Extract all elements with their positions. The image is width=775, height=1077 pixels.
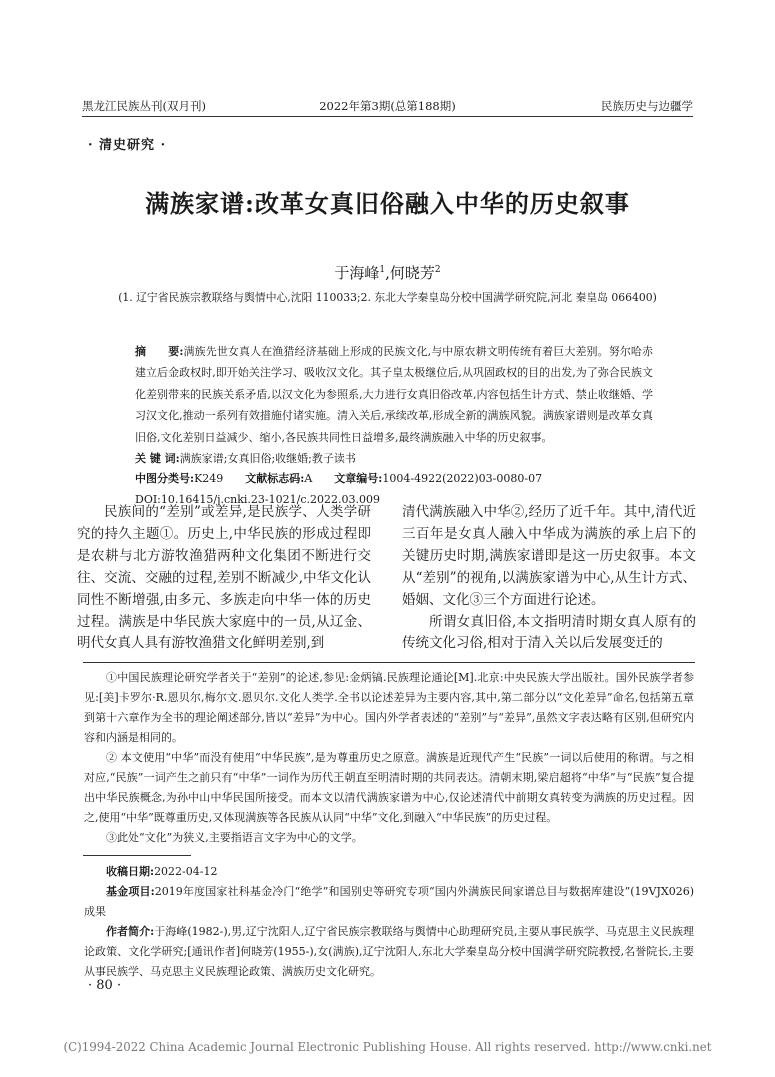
journal-name: 黑龙江民族丛刊(双月刊): [82, 99, 206, 113]
keywords-text: 满族家谱;女真旧俗;收继婚;教子读书: [179, 452, 356, 465]
section-name: 民族历史与边疆学: [601, 99, 693, 113]
body-paragraph-2: 所谓女真旧俗,本文指明清时期女真人原有的传统文化习俗,相对于清入关以后发展变迁的: [402, 613, 696, 652]
clc-label: 中图分类号:: [135, 472, 195, 485]
affiliations: (1. 辽宁省民族宗教联络与舆情中心,沈阳 110033;2. 东北大学秦皇岛分校中国满学研究院,河北 秦皇岛 066400): [118, 291, 657, 304]
abstract-text: 满族先世女真人在渔猎经济基础上形成的民族文化,与中原农耕文明传统有着巨大差别。努尔哈赤建立后金政权时,即开始关注学习、吸收汉文化。其子皇太极继位后,从巩固政权的目的出发,为了弥合民族文化差别带来的民族关系矛盾,以汉文化为参照系,大力进行女真旧俗改革,内容包括生计方式、禁止收继婚、学习汉文化,推动一系列有效措施付诸实施。清入关后,承续改革,形成全新的满族风貌。满族家谱则是改革女真旧俗,文化差别日益减少、缩小,各民族共同性日益增多,最终满族融入中华的历史叙事。: [135, 345, 654, 444]
article-title: 满族家谱:改革女真旧俗融入中华的历史叙事: [145, 189, 630, 218]
abstract: [135, 341, 653, 448]
header-rule: [82, 116, 693, 117]
doc-code: A: [304, 472, 313, 485]
author-1: 于海峰: [334, 264, 380, 282]
author-bio: [84, 922, 694, 982]
footnote-rule: [83, 662, 695, 663]
received-date: [84, 862, 694, 882]
footnote-1: ①中国民族理论研究学者关于“差别”的论述,参见:金炳镐.民族理论通论[M].北京:中央民族大学出版社。国外民族学者参见:[美]卡罗尔·R.恩贝尔,梅尔文.恩贝尔.文化人类学.全书以论述差异为主要内容,其中,第二部分以“文化差异”命名,包括第五章到第十六章作为全书的理论阐述部分,皆以“差异”为中心。国内外学者表述的“差别”与“差异”,虽然文字表达略有区别,但研究内容和内涵是相同的。: [84, 671, 694, 744]
clc-code: K249: [194, 472, 224, 485]
footnote-2: ② 本文使用“中华”而没有使用“中华民族”,是为尊重历史之原意。满族是近现代产生“民族”一词以后使用的称谓。与之相对应,“民族”一词产生之前只有“中华”一词作为历代王朝直至明清时期的共同表达。清朝末期,梁启超将“中华”与“民族”复合提出中华民族概念,为孙中山中华民国所接受。而本文以清代满族家谱为中心,仅论述清代中前期女真转变为满族的历史过程。因之,使用“中华”既尊重历史,又体现满族等各民族从认同“中华”文化,到融入“中华民族”的历史过程。: [84, 751, 694, 824]
fund-info: [84, 882, 694, 922]
funding-rule: [83, 855, 191, 856]
keywords-label: 关 键 词:: [135, 452, 180, 465]
bio-value: 于海峰(1982-),男,辽宁沈阳人,辽宁省民族宗教联络与舆情中心助理研究员,主要从事民族学、马克思主义民族理论政策、文化学研究;[通讯作者]何晓芳(1955-),女(满族),辽宁沈阳人,东北大学秦皇岛分校中国满学研究院教授,名誉院长,主要从事民族学、马克思主义民族理论政策、满族历史文化研究。: [84, 925, 695, 978]
article-info: [84, 862, 694, 982]
page-number: · 80 ·: [88, 978, 122, 993]
abstract-label: 摘 要:: [135, 345, 184, 358]
article-number: 1004-4922(2022)03-0080-07: [382, 472, 543, 485]
footnotes: [84, 668, 694, 848]
column-tag: · 清史研究 ·: [88, 138, 167, 153]
body-column-left: [77, 502, 371, 655]
fund-label: 基金项目:: [106, 885, 155, 898]
author-2: 何晓芳: [389, 264, 435, 282]
author-separator: ,: [385, 264, 390, 282]
doi: DOI:10.16415/j.cnki.23-1021/c.2022.03.009: [135, 493, 380, 506]
received-value: 2022-04-12: [154, 865, 218, 878]
body-paragraph-1-cont: 清代满族融入中华②,经历了近千年。其中,清代近三百年是女真人融入中华成为满族的承上启下的关键历史时期,满族家谱即是这一历史叙事。本文从“差别”的视角,以满族家谱为中心,从生计方式、婚姻、文化③三个方面进行论述。: [402, 504, 696, 608]
copyright-notice: (C)1994-2022 China Academic Journal Electronic Publishing House. All rights reserved. http://www.cnki.net: [63, 1040, 712, 1054]
received-label: 收稿日期:: [106, 865, 155, 878]
fund-value: 2019年度国家社科基金冷门“绝学”和国别史等研究专项“国内外满族民间家谱总目与数据库建设”(19VJX026)成果: [84, 885, 694, 918]
bio-label: 作者简介:: [106, 925, 155, 938]
author-line: [0, 262, 775, 283]
issue-info: 2022年第3期(总第188期): [319, 99, 456, 113]
footnote-3: ③此处“文化”为狭义,主要指语言文字为中心的文学。: [106, 831, 363, 844]
author-2-affil-mark: 2: [434, 265, 441, 275]
body-paragraph-1: 民族间的“差别”或差异,是民族学、人类学研究的持久主题①。历史上,中华民族的形成过程即是农耕与北方游牧渔猎两种文化集团不断进行交往、交流、交融的过程,差别不断减少,中华文化认同性不断增强,由多元、多族走向中华一体的历史过程。满族是中华民族大家庭中的一员,从辽金、明代女真人具有游牧渔猎文化鲜明差别,到: [77, 504, 371, 652]
classification-row: [135, 469, 695, 489]
author-1-affil-mark: 1: [379, 265, 386, 275]
body-column-right: [402, 502, 696, 655]
article-number-label: 文章编号:: [334, 472, 383, 485]
doc-code-label: 文献标志码:: [245, 472, 305, 485]
keywords: [135, 448, 653, 469]
